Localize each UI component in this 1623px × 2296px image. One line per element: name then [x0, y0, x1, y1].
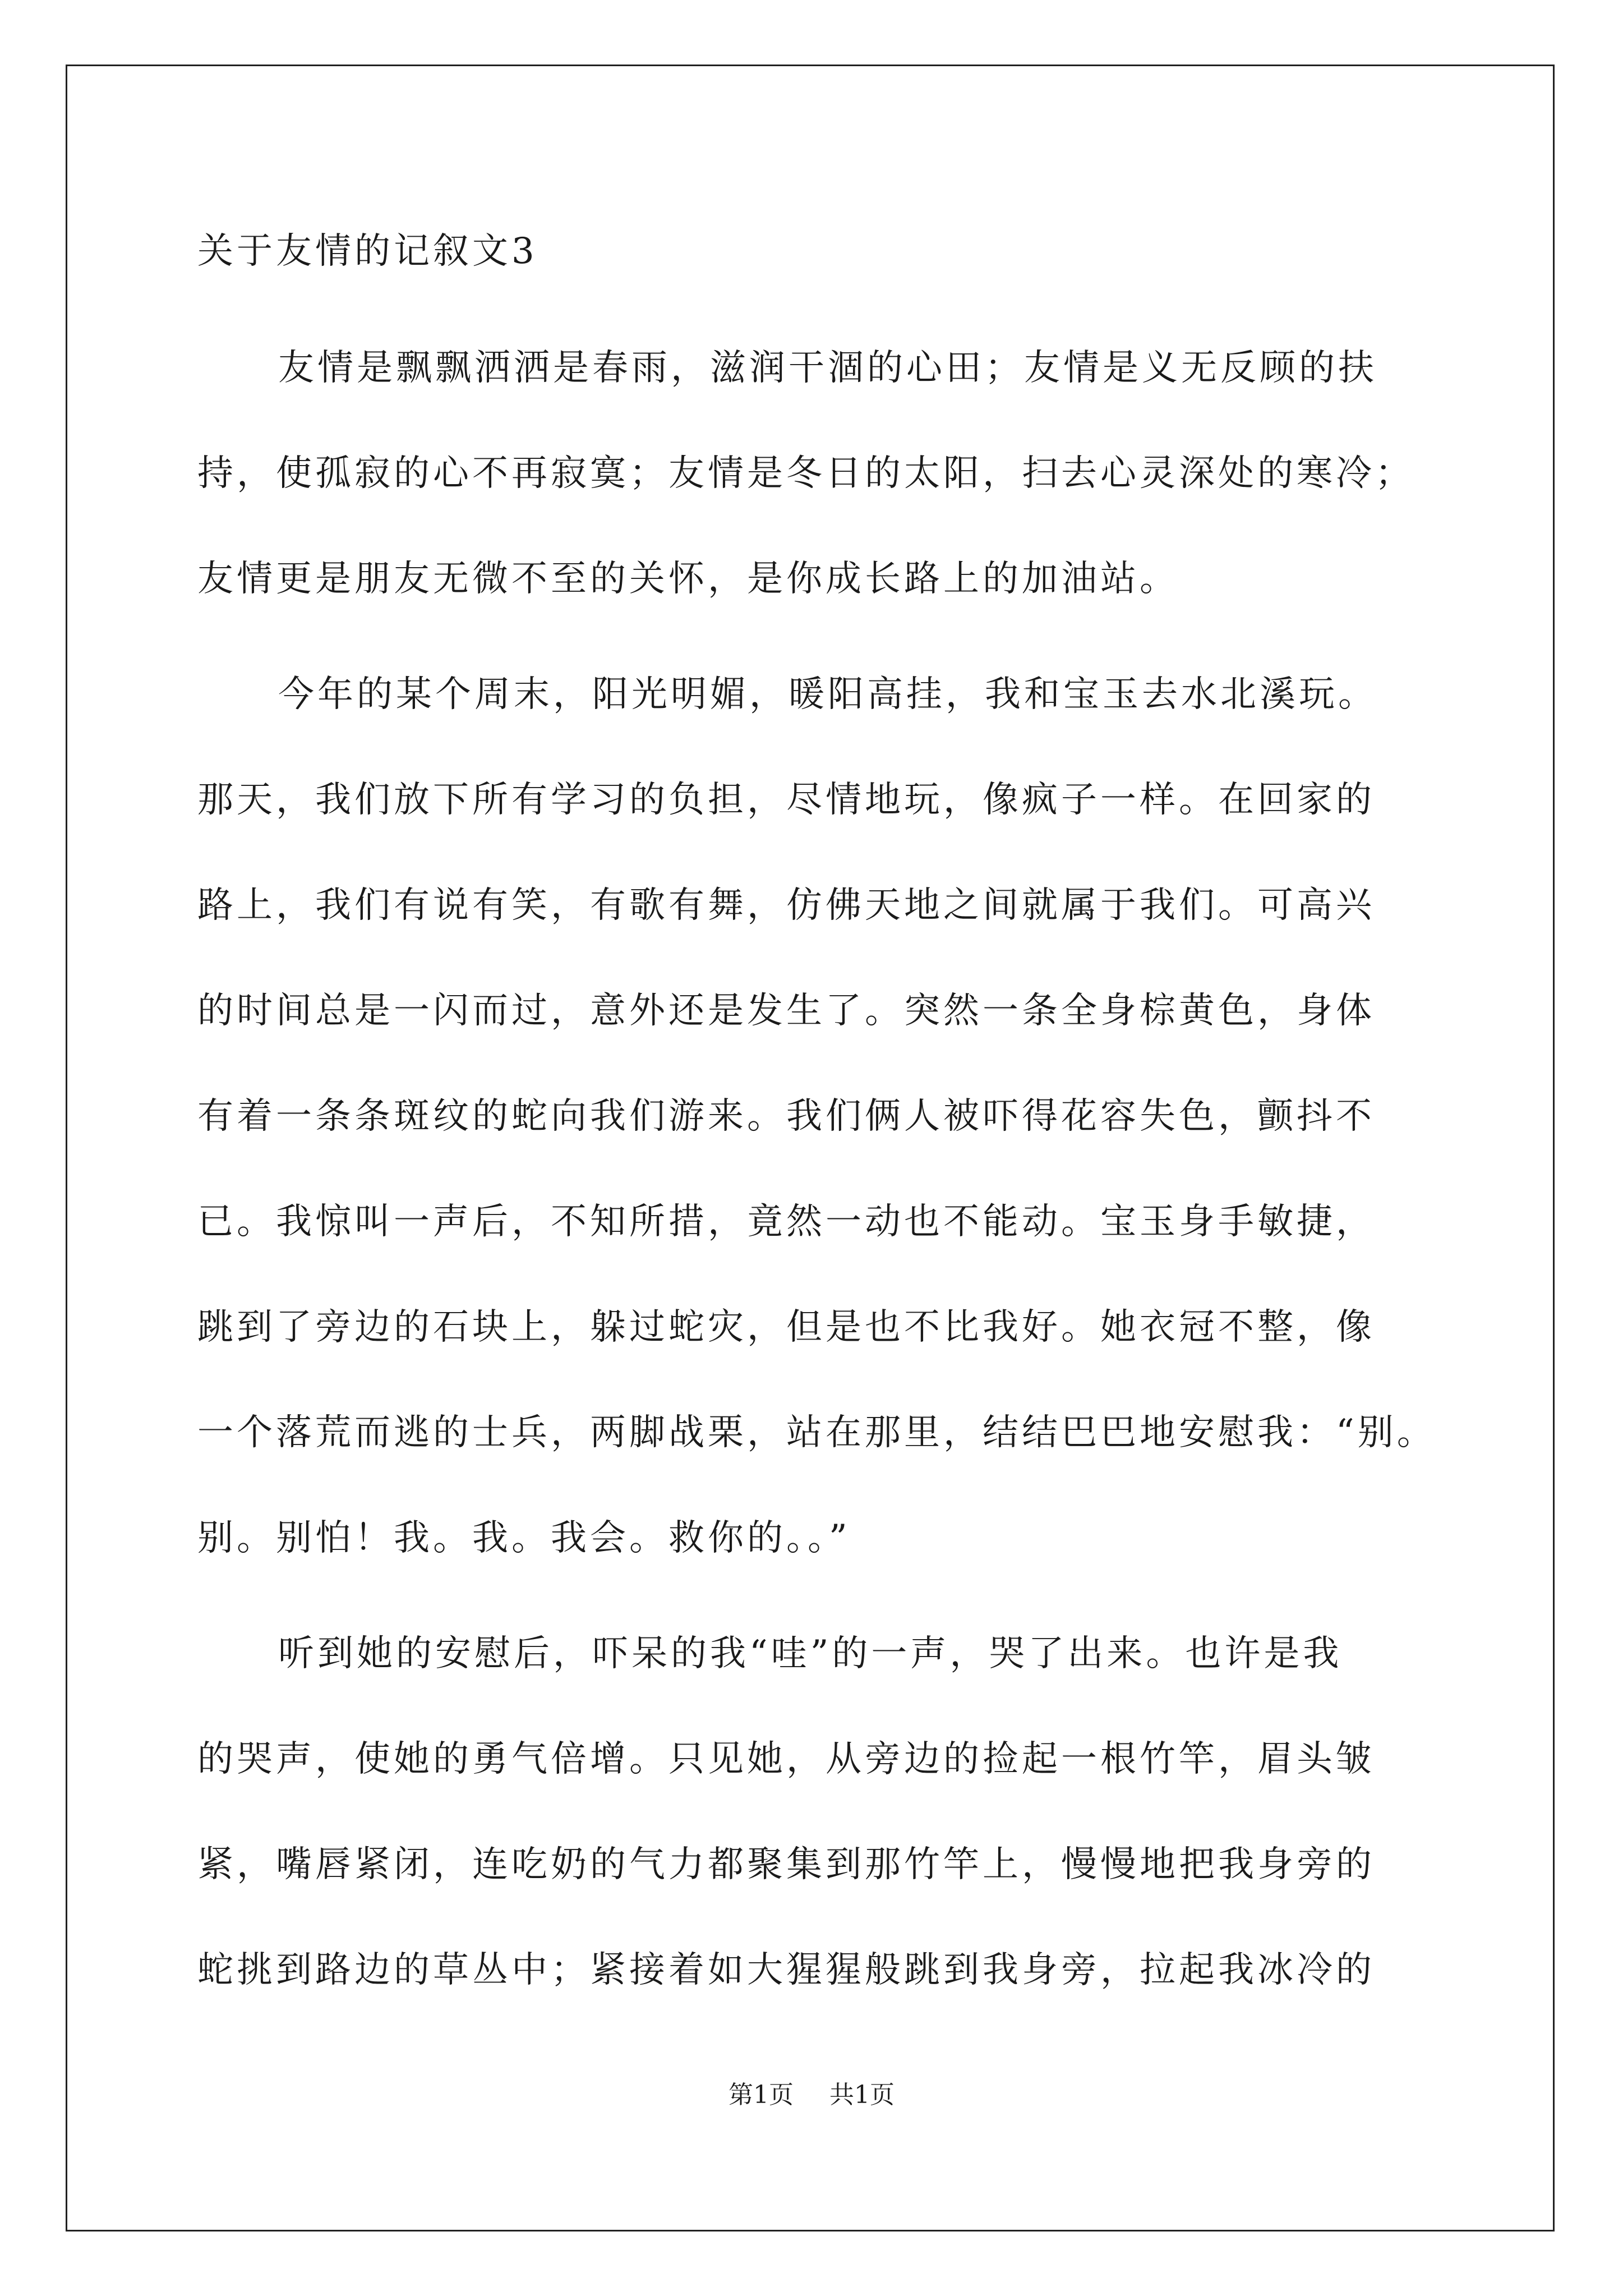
paragraph-line: 已。我惊叫一声后，不知所措，竟然一动也不能动。宝玉身手敏捷， [197, 1201, 1375, 1243]
paragraph-line: 别。别怕！我。我。我会。救你的。。” [197, 1517, 851, 1559]
page-number: 第1页 [728, 2081, 794, 2109]
paragraph-line: 持，使孤寂的心不再寂寞；友情是冬日的太阳，扫去心灵深处的寒冷； [197, 453, 1414, 494]
paragraph-line: 一个落荒而逃的士兵，两脚战栗，站在那里，结结巴巴地安慰我：“别。 [197, 1412, 1436, 1453]
paragraph-line: 听到她的安慰后，吓呆的我“哇”的一声，哭了出来。也许是我 [278, 1633, 1343, 1674]
paragraph-line: 友情是飘飘洒洒是春雨，滋润干涸的心田；友情是义无反顾的扶 [278, 347, 1377, 389]
paragraph-line: 跳到了旁边的石块上，躲过蛇灾，但是也不比我好。她衣冠不整，像 [197, 1306, 1375, 1348]
document-title: 关于友情的记叙文3 [197, 231, 538, 272]
paragraph-line: 的时间总是一闪而过，意外还是发生了。突然一条全身棕黄色，身体 [197, 990, 1375, 1032]
page-total: 共1页 [829, 2081, 895, 2109]
document-body [197, 315, 1436, 2033]
paragraph-line: 路上，我们有说有笑，有歌有舞，仿佛天地之间就属于我们。可高兴 [197, 885, 1375, 926]
paragraph-line: 那天，我们放下所有学习的负担，尽情地玩，像疯子一样。在回家的 [197, 779, 1375, 821]
paragraph-line: 紧，嘴唇紧闭，连吃奶的气力都聚集到那竹竿上，慢慢地把我身旁的 [197, 1844, 1375, 1885]
paragraph-line: 的哭声，使她的勇气倍增。只见她，从旁边的捡起一根竹竿，眉头皱 [197, 1738, 1375, 1780]
paragraph-line: 有着一条条斑纹的蛇向我们游来。我们俩人被吓得花容失色，颤抖不 [197, 1096, 1375, 1137]
paragraph-1 [197, 315, 1429, 632]
page-footer [0, 2078, 1623, 2112]
paragraph-3 [197, 1601, 1429, 2023]
paragraph-line: 蛇挑到路边的草丛中；紧接着如大猩猩般跳到我身旁，拉起我冰冷的 [197, 1949, 1375, 1991]
paragraph-2 [197, 642, 1436, 1591]
paragraph-line: 友情更是朋友无微不至的关怀，是你成长路上的加油站。 [197, 558, 1179, 600]
paragraph-line: 今年的某个周末，阳光明媚，暖阳高挂，我和宝玉去水北溪玩。 [278, 674, 1377, 715]
